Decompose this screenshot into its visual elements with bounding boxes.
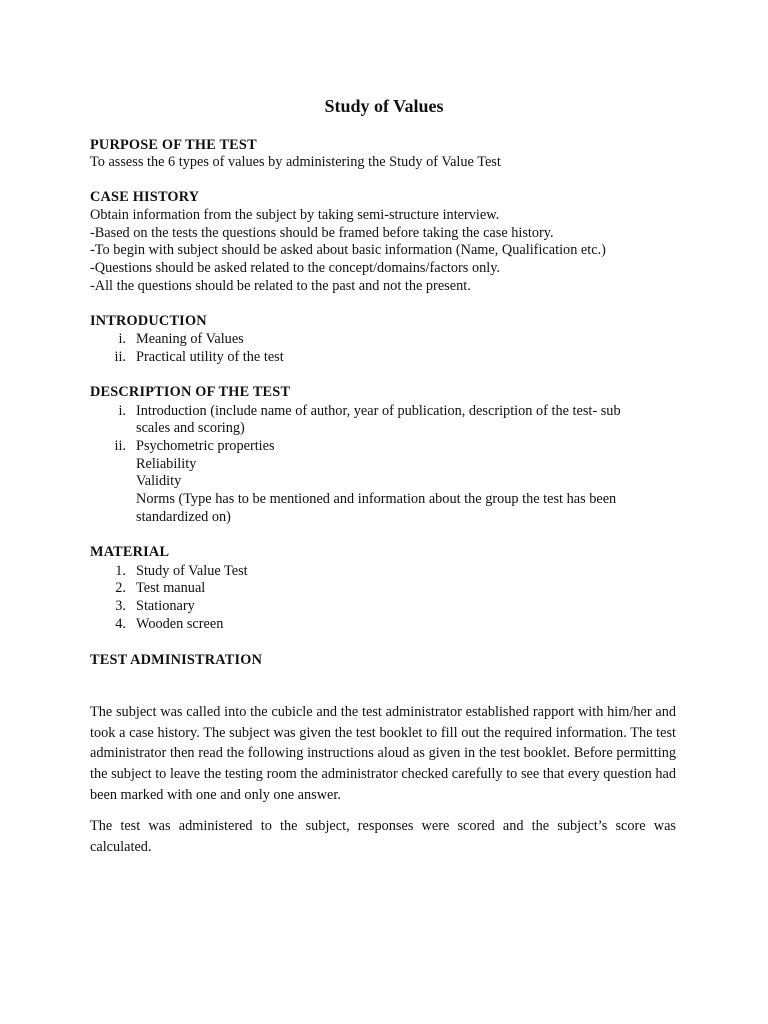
list-item-continuation: Validity xyxy=(136,473,182,489)
list-item: Study of Value Test xyxy=(136,563,248,579)
list-item: Psychometric properties xyxy=(136,438,275,454)
list-item: Stationary xyxy=(136,598,195,614)
case-history-line: Obtain information from the subject by taking semi-structure interview. xyxy=(90,207,500,223)
administration-heading: TEST ADMINISTRATION xyxy=(90,652,263,668)
list-item-continuation: standardized on) xyxy=(136,509,231,525)
list-number: 1. xyxy=(115,563,126,579)
list-item: Test manual xyxy=(136,580,206,596)
list-item-continuation: Reliability xyxy=(136,456,197,472)
purpose-heading: PURPOSE OF THE TEST xyxy=(90,137,257,153)
introduction-heading: INTRODUCTION xyxy=(90,313,207,329)
case-history-line: -Questions should be asked related to the concept/domains/factors only. xyxy=(90,260,501,276)
list-number: i. xyxy=(118,403,126,419)
list-item: Practical utility of the test xyxy=(136,349,284,365)
list-number: ii. xyxy=(114,438,126,454)
description-heading: DESCRIPTION OF THE TEST xyxy=(90,384,291,400)
list-number: ii. xyxy=(114,349,126,365)
list-number: 3. xyxy=(115,598,126,614)
document-title: Study of Values xyxy=(324,96,444,116)
list-number: 4. xyxy=(115,616,126,632)
list-item: Meaning of Values xyxy=(136,331,244,347)
case-history-line: -All the questions should be related to the past and not the present. xyxy=(90,278,471,294)
case-history-line: -Based on the tests the questions should be framed before taking the case history. xyxy=(90,225,554,241)
case-history-heading: CASE HISTORY xyxy=(90,189,200,205)
list-item: Introduction (include name of author, year of publication, description of the test- sub xyxy=(136,403,621,419)
administration-paragraph: The subject was called into the cubicle and the test administrator established rapport with him/her and took a case history. The subject was given the test booklet to fill out the required information. The test administrator then read the following instructions aloud as given in the test booklet. Before permitting the subject to leave the testing room the administrator checked carefully to see that every question had been marked with one and only one answer. xyxy=(90,704,676,803)
material-heading: MATERIAL xyxy=(90,544,170,560)
list-item: Wooden screen xyxy=(136,616,224,632)
purpose-text: To assess the 6 types of values by administering the Study of Value Test xyxy=(90,154,501,170)
administration-paragraph: The test was administered to the subject, responses were scored and the subject’s score was calculated. xyxy=(90,818,676,855)
case-history-line: -To begin with subject should be asked about basic information (Name, Qualification etc.) xyxy=(90,242,606,258)
list-item-continuation: scales and scoring) xyxy=(136,420,245,436)
list-number: i. xyxy=(118,331,126,347)
list-number: 2. xyxy=(115,580,126,596)
list-item-continuation: Norms (Type has to be mentioned and information about the group the test has been xyxy=(136,491,617,507)
